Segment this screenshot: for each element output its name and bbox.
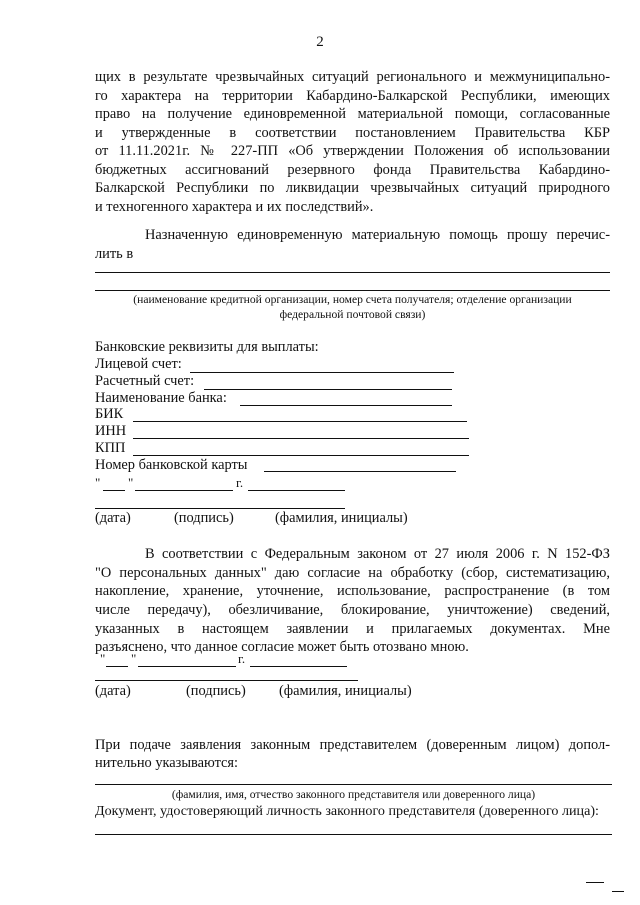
consent-line: "О персональных данных" даю согласие на обработку (сбор, систематизацию,	[95, 565, 610, 581]
kpp-field[interactable]	[133, 455, 469, 456]
signature-labels-2	[95, 683, 412, 700]
bik-field[interactable]	[133, 421, 467, 422]
card-number-label: Номер банковской карты	[95, 457, 248, 473]
personal-account-field[interactable]	[190, 372, 454, 373]
label-date: (дата)	[95, 683, 131, 699]
date-year-field-2[interactable]	[250, 666, 347, 667]
request-line: лить в	[95, 246, 134, 262]
representative-name-field[interactable]	[95, 784, 612, 785]
signature-line-2[interactable]	[95, 680, 358, 681]
label-signature: (подпись)	[186, 683, 246, 699]
bank-caption-line: федеральной почтовой связи)	[279, 308, 426, 321]
consent-line: числе передачу), обезличивание, блокирование, уничтожение) сведений,	[95, 602, 610, 618]
date-quote-close-2: "	[131, 651, 137, 666]
bank-name-label: Наименование банка:	[95, 390, 227, 406]
settlement-account-label: Расчетный счет:	[95, 373, 195, 389]
intro-line: и техногенного характера и их последствий».	[95, 199, 374, 215]
bank-name-line[interactable]	[95, 272, 610, 273]
intro-line: Балкарской Республики по ликвидации чрезвычайных ситуаций природного	[95, 180, 610, 196]
representative-line: При подаче заявления законным представителем (доверенным лицом) допол-	[95, 737, 610, 753]
date-quote-close: "	[128, 475, 134, 490]
label-name: (фамилия, инициалы)	[278, 683, 412, 699]
signature-line[interactable]	[95, 508, 345, 509]
inn-field[interactable]	[133, 438, 469, 439]
date-year-suffix: г.	[236, 475, 244, 490]
intro-line: щих в результате чрезвычайных ситуаций регионального и межмуниципально-	[95, 69, 610, 85]
kpp-label: КПП	[95, 440, 126, 456]
intro-line: и утвержденные в соответствии постановлением Правительства КБР	[95, 125, 610, 141]
date-year-field[interactable]	[248, 490, 345, 491]
request-line: Назначенную единовременную материальную помощь прошу перечис-	[145, 227, 610, 243]
bank-caption-line: (наименование кредитной организации, номер счета получателя; отделение организации	[133, 293, 572, 306]
label-name: (фамилия, инициалы)	[274, 510, 408, 526]
representative-document-label: Документ, удостоверяющий личность законного представителя (доверенного лица):	[95, 803, 599, 819]
settlement-account-field[interactable]	[204, 389, 452, 390]
date-line	[95, 475, 100, 491]
intro-line: право на получение единовременной материальной помощи, согласованные	[95, 106, 610, 122]
intro-line: от 11.11.2021г. № 227-ПП «Об утверждении Положения об использовании	[95, 143, 610, 159]
consent-line: В соответствии с Федеральным законом от 27 июля 2006 г. N 152-ФЗ	[145, 546, 610, 562]
bank-caption	[95, 292, 610, 322]
representative-document-field[interactable]	[95, 834, 612, 835]
date-quote-open: "	[95, 475, 101, 490]
representative-caption: (фамилия, имя, отчество законного представителя или доверенного лица)	[171, 788, 536, 801]
intro-line: бюджетных ассигнований резервного фонда Правительства Кабардино-	[95, 162, 610, 178]
card-number-field[interactable]	[264, 471, 456, 472]
consent-line: указанных в настоящем заявлении и прилагаемых документах. Мне	[95, 621, 610, 637]
personal-account-label: Лицевой счет:	[95, 356, 182, 372]
intro-line: го характера на территории Кабардино-Балкарской Республики, имеющих	[95, 88, 610, 104]
bank-name-field[interactable]	[240, 405, 452, 406]
date-year-suffix-2: г.	[238, 651, 246, 666]
scan-mark	[586, 882, 604, 883]
date-day-field-2[interactable]	[106, 666, 128, 667]
bank-name-line[interactable]	[95, 290, 610, 291]
label-date: (дата)	[95, 510, 131, 526]
label-signature: (подпись)	[174, 510, 234, 526]
inn-label: ИНН	[95, 423, 127, 439]
scan-mark	[612, 891, 624, 892]
date-quote-open-2: "	[100, 651, 106, 666]
consent-line: накопление, хранение, уточнение, использование, распространение (в том	[95, 583, 610, 599]
bik-label: БИК	[95, 406, 124, 422]
date-month-field[interactable]	[135, 490, 233, 491]
representative-line: нительно указываются:	[95, 755, 239, 771]
consent-line: разъяснено, что данное согласие может быть отозвано мною.	[95, 639, 469, 655]
bank-details-heading: Банковские реквизиты для выплаты:	[95, 339, 319, 355]
signature-labels	[95, 510, 408, 527]
page-number: 2	[316, 34, 324, 50]
date-day-field[interactable]	[103, 490, 125, 491]
date-month-field-2[interactable]	[138, 666, 236, 667]
